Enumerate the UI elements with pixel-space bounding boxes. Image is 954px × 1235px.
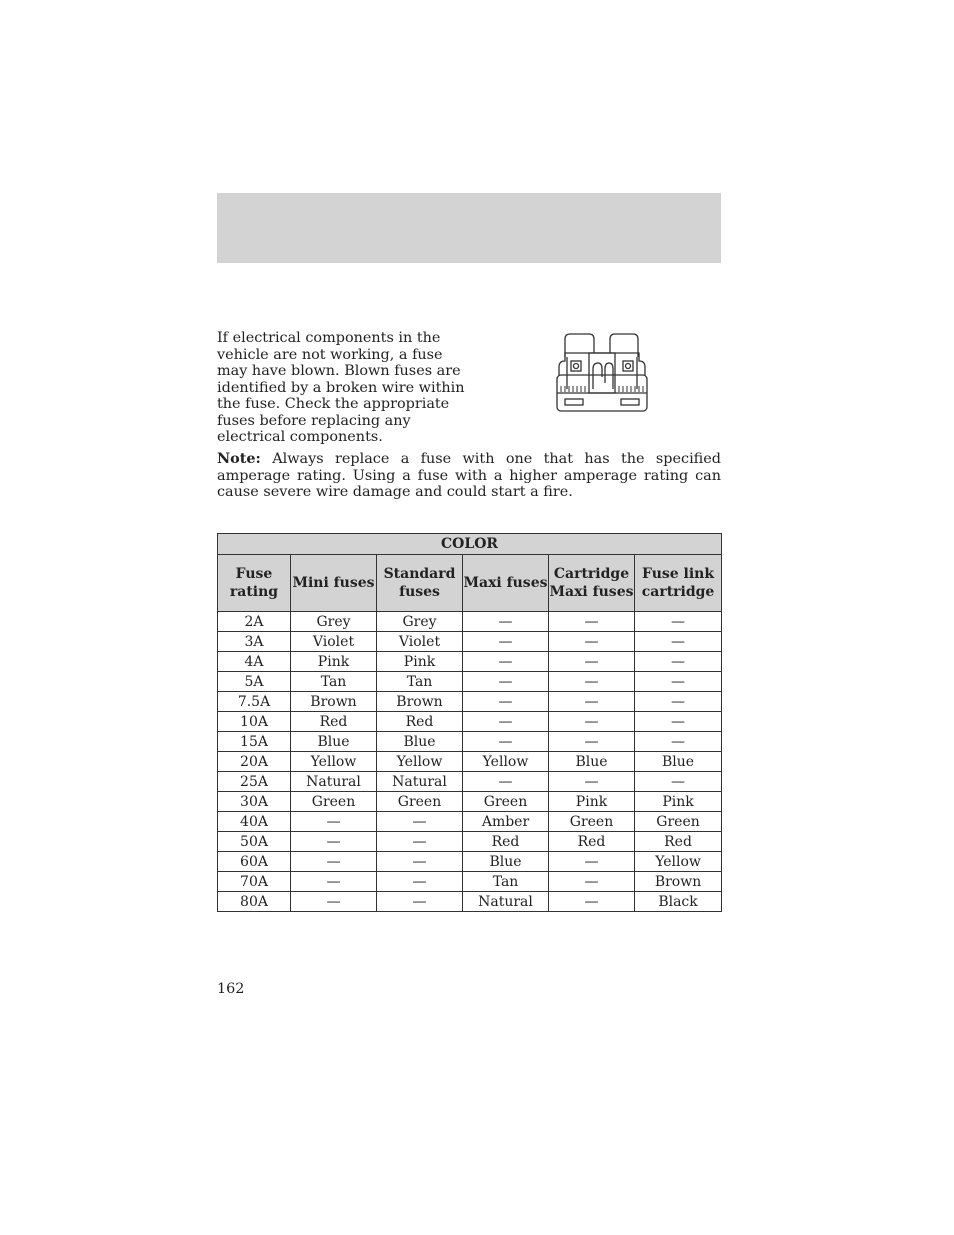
cell-cartridge-maxi-fuse-color: — (549, 632, 635, 652)
safety-note (217, 451, 721, 501)
table-row (218, 632, 722, 652)
cell-maxi-fuse-color: — (463, 712, 549, 732)
cell-fuse-rating: 5A (218, 672, 291, 692)
cell-cartridge-maxi-fuse-color: — (549, 712, 635, 732)
table-row (218, 892, 722, 912)
cell-cartridge-maxi-fuse-color: — (549, 872, 635, 892)
cell-standard-fuse-color: Green (377, 792, 463, 812)
note-label: Note: (217, 450, 261, 467)
cell-standard-fuse-color: Pink (377, 652, 463, 672)
cell-mini-fuse-color: Blue (291, 732, 377, 752)
table-row (218, 672, 722, 692)
table-row (218, 612, 722, 632)
fuse-table-body (218, 612, 722, 912)
table-row (218, 712, 722, 732)
cell-cartridge-maxi-fuse-color: Green (549, 812, 635, 832)
cell-standard-fuse-color: — (377, 832, 463, 852)
blown-fuse-icon (553, 331, 651, 415)
cell-mini-fuse-color: — (291, 892, 377, 912)
cell-maxi-fuse-color: Red (463, 832, 549, 852)
cell-standard-fuse-color: Grey (377, 612, 463, 632)
cell-cartridge-maxi-fuse-color: — (549, 692, 635, 712)
cell-maxi-fuse-color: — (463, 612, 549, 632)
cell-maxi-fuse-color: — (463, 652, 549, 672)
cell-maxi-fuse-color: Amber (463, 812, 549, 832)
cell-mini-fuse-color: Grey (291, 612, 377, 632)
cell-maxi-fuse-color: — (463, 732, 549, 752)
cell-mini-fuse-color: — (291, 852, 377, 872)
column-header-cartridge-maxi-fuses: Cartridge Maxi fuses (549, 555, 635, 612)
cell-maxi-fuse-color: Yellow (463, 752, 549, 772)
cell-mini-fuse-color: — (291, 872, 377, 892)
cell-standard-fuse-color: — (377, 872, 463, 892)
cell-fuse-link-cartridge-color: — (635, 732, 722, 752)
cell-fuse-link-cartridge-color: Yellow (635, 852, 722, 872)
cell-fuse-link-cartridge-color: — (635, 672, 722, 692)
cell-fuse-link-cartridge-color: Blue (635, 752, 722, 772)
cell-fuse-link-cartridge-color: — (635, 692, 722, 712)
cell-fuse-link-cartridge-color: Green (635, 812, 722, 832)
cell-fuse-rating: 10A (218, 712, 291, 732)
intro-paragraph: If electrical components in the vehicle are not working, a fuse may have blown. Blown fuses are identified by a broken wire within the fuse. Check the appropriate fuses before replacing any electrical components. (217, 330, 465, 445)
cell-fuse-rating: 70A (218, 872, 291, 892)
cell-fuse-link-cartridge-color: — (635, 712, 722, 732)
section-header-band (217, 193, 721, 263)
table-row (218, 852, 722, 872)
cell-mini-fuse-color: — (291, 832, 377, 852)
cell-standard-fuse-color: Yellow (377, 752, 463, 772)
cell-fuse-link-cartridge-color: — (635, 652, 722, 672)
table-row (218, 832, 722, 852)
cell-fuse-link-cartridge-color: Pink (635, 792, 722, 812)
cell-mini-fuse-color: Natural (291, 772, 377, 792)
column-header-fuse-rating: Fuse rating (218, 555, 291, 612)
cell-fuse-rating: 3A (218, 632, 291, 652)
cell-cartridge-maxi-fuse-color: Pink (549, 792, 635, 812)
cell-standard-fuse-color: — (377, 812, 463, 832)
column-header-maxi-fuses: Maxi fuses (463, 555, 549, 612)
table-row (218, 772, 722, 792)
cell-mini-fuse-color: Violet (291, 632, 377, 652)
cell-maxi-fuse-color: — (463, 632, 549, 652)
page-number: 162 (217, 981, 245, 997)
table-row (218, 792, 722, 812)
cell-maxi-fuse-color: Blue (463, 852, 549, 872)
cell-standard-fuse-color: Blue (377, 732, 463, 752)
table-row (218, 872, 722, 892)
table-row (218, 812, 722, 832)
cell-cartridge-maxi-fuse-color: Blue (549, 752, 635, 772)
cell-fuse-link-cartridge-color: Red (635, 832, 722, 852)
cell-fuse-link-cartridge-color: Brown (635, 872, 722, 892)
column-header-standard-fuses: Standard fuses (377, 555, 463, 612)
table-row (218, 752, 722, 772)
cell-standard-fuse-color: Brown (377, 692, 463, 712)
table-row (218, 652, 722, 672)
cell-fuse-rating: 15A (218, 732, 291, 752)
cell-maxi-fuse-color: Tan (463, 872, 549, 892)
cell-cartridge-maxi-fuse-color: — (549, 772, 635, 792)
cell-cartridge-maxi-fuse-color: — (549, 732, 635, 752)
cell-fuse-rating: 20A (218, 752, 291, 772)
cell-cartridge-maxi-fuse-color: — (549, 612, 635, 632)
cell-standard-fuse-color: Red (377, 712, 463, 732)
cell-maxi-fuse-color: — (463, 772, 549, 792)
cell-maxi-fuse-color: Natural (463, 892, 549, 912)
cell-fuse-link-cartridge-color: — (635, 772, 722, 792)
cell-fuse-rating: 40A (218, 812, 291, 832)
cell-fuse-rating: 7.5A (218, 692, 291, 712)
column-header-fuse-link-cartridge: Fuse link cartridge (635, 555, 722, 612)
cell-fuse-link-cartridge-color: — (635, 632, 722, 652)
cell-mini-fuse-color: Green (291, 792, 377, 812)
color-group-header: COLOR (218, 534, 722, 555)
cell-fuse-rating: 30A (218, 792, 291, 812)
cell-standard-fuse-color: Natural (377, 772, 463, 792)
cell-fuse-rating: 50A (218, 832, 291, 852)
cell-standard-fuse-color: Tan (377, 672, 463, 692)
cell-fuse-link-cartridge-color: Black (635, 892, 722, 912)
cell-mini-fuse-color: Brown (291, 692, 377, 712)
cell-mini-fuse-color: Red (291, 712, 377, 732)
cell-mini-fuse-color: Tan (291, 672, 377, 692)
cell-mini-fuse-color: — (291, 812, 377, 832)
cell-standard-fuse-color: — (377, 852, 463, 872)
cell-mini-fuse-color: Pink (291, 652, 377, 672)
cell-fuse-rating: 4A (218, 652, 291, 672)
cell-fuse-rating: 25A (218, 772, 291, 792)
cell-fuse-link-cartridge-color: — (635, 612, 722, 632)
cell-maxi-fuse-color: Green (463, 792, 549, 812)
cell-mini-fuse-color: Yellow (291, 752, 377, 772)
cell-fuse-rating: 60A (218, 852, 291, 872)
cell-cartridge-maxi-fuse-color: — (549, 672, 635, 692)
fuse-color-table (217, 533, 722, 912)
cell-maxi-fuse-color: — (463, 692, 549, 712)
cell-maxi-fuse-color: — (463, 672, 549, 692)
cell-standard-fuse-color: Violet (377, 632, 463, 652)
cell-cartridge-maxi-fuse-color: — (549, 652, 635, 672)
table-row (218, 732, 722, 752)
note-text: Always replace a fuse with one that has the specified amperage rating. Using a fuse with a higher amperage rating can cause severe wire damage and could start a fire. (217, 451, 721, 500)
column-header-mini-fuses: Mini fuses (291, 555, 377, 612)
cell-cartridge-maxi-fuse-color: Red (549, 832, 635, 852)
cell-fuse-rating: 2A (218, 612, 291, 632)
cell-fuse-rating: 80A (218, 892, 291, 912)
cell-cartridge-maxi-fuse-color: — (549, 892, 635, 912)
cell-cartridge-maxi-fuse-color: — (549, 852, 635, 872)
table-row (218, 692, 722, 712)
cell-standard-fuse-color: — (377, 892, 463, 912)
